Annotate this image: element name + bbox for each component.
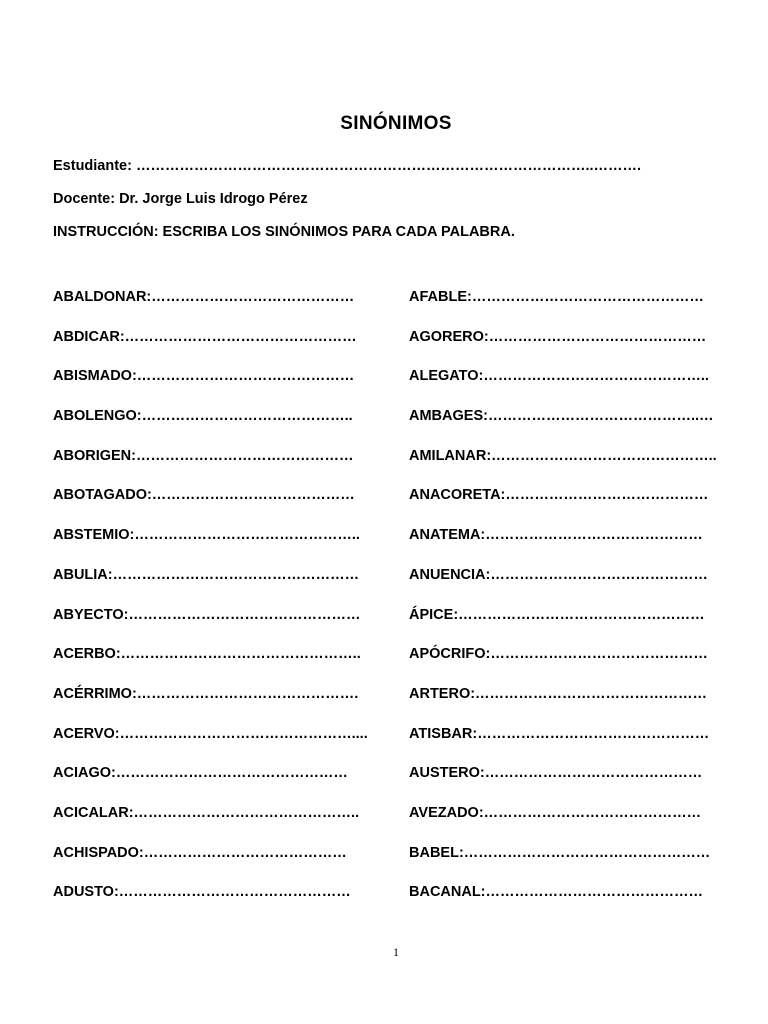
word-entry: ACERVO:…………………………………………....: [53, 725, 368, 742]
word-entry: ALEGATO:………………………………………..: [409, 368, 709, 385]
word-entry: ANUENCIA:………………………………………: [409, 566, 708, 583]
page-title: SINÓNIMOS: [340, 113, 452, 134]
word-entry: AVEZADO:………………………………………: [409, 804, 702, 821]
word-entry: ABOLENGO:……………………………………..: [53, 408, 353, 425]
word-entry: AFABLE:…………………………………………: [409, 289, 704, 305]
right-word-column: [409, 289, 717, 924]
word-entry: ABYECTO:…………………………………………: [53, 606, 361, 623]
word-entry: ACHISPADO:……………………………………: [53, 844, 347, 861]
word-entry: ABISMADO:………………………………………: [53, 368, 355, 385]
word-entry: BABEL:……………………………………………: [409, 844, 711, 861]
page-number: 1: [393, 945, 399, 959]
word-entry: ADUSTO:…………………………………………: [53, 884, 351, 901]
word-entry: ACIAGO:…………………………………………: [53, 765, 348, 782]
word-entry: ACERBO:…………………………………………..: [53, 646, 361, 663]
word-entry: ABULIA:……………………………………………: [53, 566, 360, 583]
word-entry: APÓCRIFO:………………………………………: [409, 646, 708, 663]
word-entry: ACÉRRIMO:……………………………………….: [53, 685, 359, 702]
word-entry: ARTERO:…………………………………………: [409, 685, 708, 702]
word-entry: AGORERO:………………………………………: [409, 328, 707, 345]
word-entry: ABDICAR:…………………………………………: [53, 328, 357, 345]
student-line: Estudiante: …………………………………………………………………………………..……….: [53, 158, 642, 174]
word-entry: ACICALAR:………………………………………..: [53, 804, 360, 821]
word-entry: ABSTEMIO:………………………………………..: [53, 527, 360, 544]
word-entry: ÁPICE:……………………………………………: [409, 606, 705, 623]
word-entry: AMILANAR:………………………………………..: [409, 447, 717, 464]
word-entry: ABALDONAR:……………………………………: [53, 289, 355, 305]
word-entry: ABORIGEN:………………………………………: [53, 447, 354, 464]
word-entry: ANACORETA:……………………………………: [409, 487, 709, 504]
instruction-line: INSTRUCCIÓN: ESCRIBA LOS SINÓNIMOS PARA CADA PALABRA.: [53, 224, 515, 240]
word-entry: ATISBAR:…………………………………………: [409, 725, 710, 742]
teacher-line: Docente: Dr. Jorge Luis Idrogo Pérez: [53, 191, 308, 207]
word-entry: AMBAGES:……………………………………..…: [409, 408, 714, 425]
word-entry: ANATEMA:………………………………………: [409, 527, 703, 544]
word-entry: BACANAL:………………………………………: [409, 884, 704, 901]
word-entry: AUSTERO:………………………………………: [409, 765, 703, 782]
word-entry: ABOTAGADO:……………………………………: [53, 487, 355, 504]
left-word-column: [53, 289, 368, 924]
